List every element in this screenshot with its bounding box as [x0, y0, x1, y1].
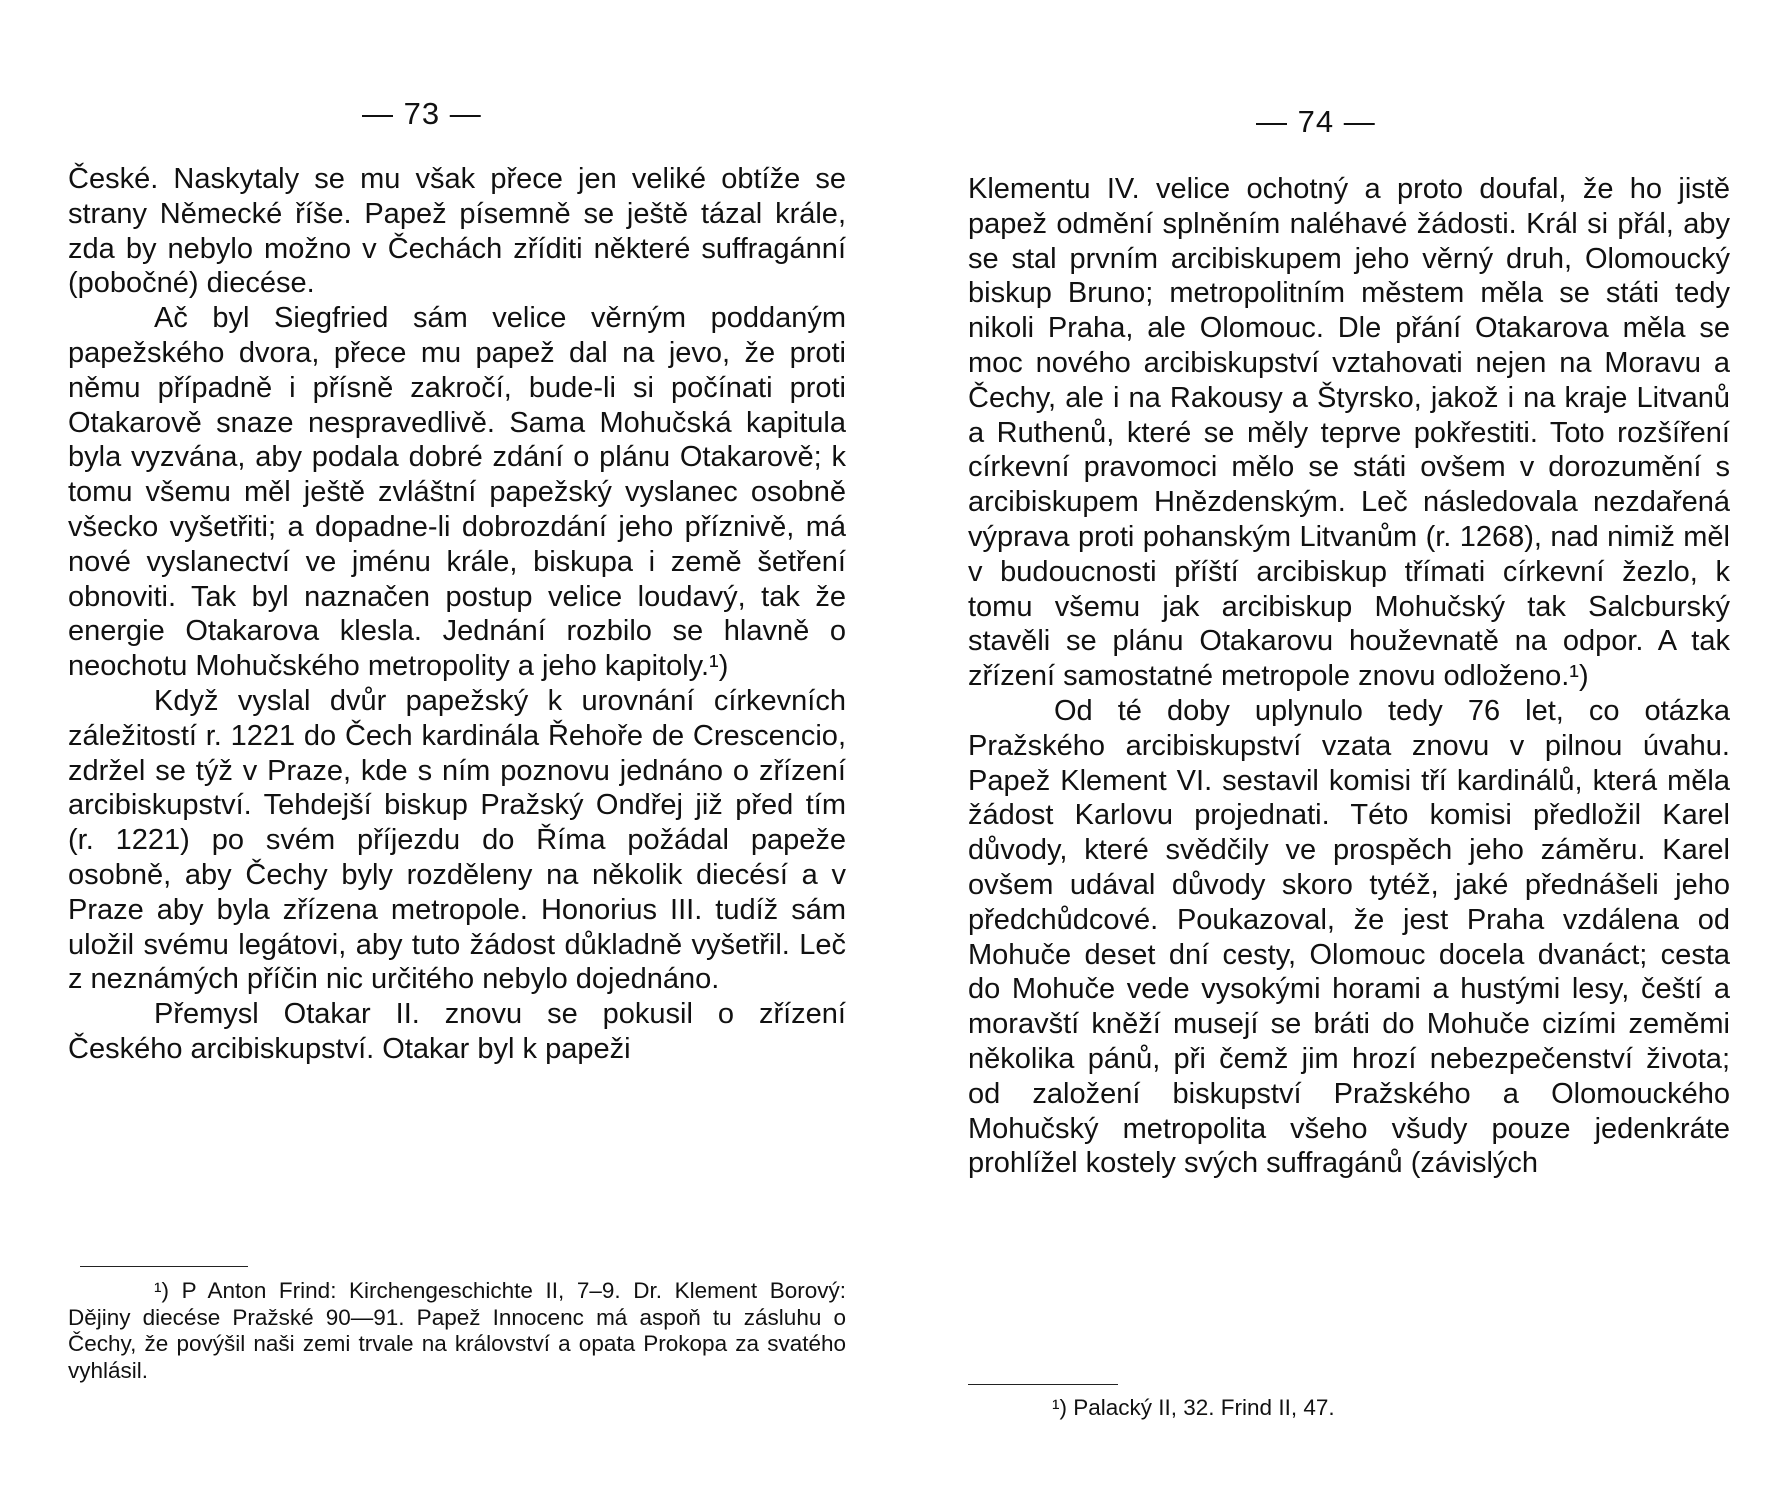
page-number-left: — 73 — [362, 96, 482, 131]
left-page-body [68, 162, 846, 1067]
footnotes-left [68, 1278, 846, 1384]
paragraph: České. Naskytaly se mu však přece jen veliké obtíže se strany Německé říše. Papež písemně se ještě tázal krále, zda by nebylo možno v Čechách zříditi některé suffragánní (pobočné) diecése. [68, 163, 846, 300]
paragraph: Když vyslal dvůr papežský k urovnání církevních záležitostí r. 1221 do Čech kardinála Řehoře de Crescencio, zdržel se týž v Praze, kde s ním poznovu jednáno o zřízení arcibiskupství. Tehdejší biskup Pražský Ondřej již před tím (r. 1221) po svém příjezdu do Říma požádal papeže osobně, aby Čechy byly rozděleny na několik diecésí a v Praze aby byla zřízena metropole. Honorius III. tudíž sám uložil svému legátovi, aby tuto žádost důkladně vyšetřil. Leč z neznámých příčin nic určitého nebylo dojednáno. [68, 684, 846, 996]
footnote: ¹) Palacký II, 32. Frind II, 47. [1052, 1395, 1335, 1420]
footnote-divider [968, 1384, 1118, 1385]
paragraph: Klementu IV. velice ochotný a proto doufal, že ho jistě papež odmění splněním naléhavé žádosti. Král si přál, aby se stal prvním arcibiskupem jeho věrný druh, Olomoucký biskup Bruno; metropolitním městem měla se státi tedy nikoli Praha, ale Olomouc. Dle přání Otakarova měla se moc nového arcibiskupství vztahovati nejen na Moravu a Čechy, ale i na Rakousy a Štyrsko, jakož i na kraje Litvanů a Ruthenů, které se měly teprve pokřestiti. Toto rozšíření církevní pravomoci mělo se státi ovšem v dorozumění s arcibiskupem Hnězdenským. Leč následovala nezdařená výprava proti pohanským Litvanům (r. 1268), nad nimiž měl v budoucnosti příští arcibiskup třímati církevní žezlo, k tomu všemu jak arcibiskup Mohučský tak Salcburský stavěli se plánu Otakarovu houževnatě na odpor. A tak zřízení samostatné metropole znovu odloženo.¹) [968, 173, 1730, 693]
footnotes-right [968, 1395, 1730, 1422]
paragraph: Přemysl Otakar II. znovu se pokusil o zřízení Českého arcibiskupství. Otakar byl k papeži [68, 998, 846, 1065]
footnote-divider [80, 1266, 248, 1267]
paragraph: Od té doby uplynulo tedy 76 let, co otázka Pražského arcibiskupství vzata znovu v pilnou úvahu. Papež Klement VI. sestavil komisi tří kardinálů, která měla žádost Karlovu projednati. Této komisi předložil Karel důvody, které svědčily ve prospěch jeho záměru. Karel ovšem udával důvody skoro tytéž, jaké přednášeli jeho předchůdcové. Poukazoval, že jest Praha vzdálena od Mohuče deset dní cesty, Olomouc docela dvanáct; cesta do Mohuče vede vysokými horami a hustými lesy, čeští a moravští kněží musejí se bráti do Mohuče cizími zeměmi několika pánů, při čemž jim hrozí nebezpečenství života; od založení biskupství Pražského a Olomouckého Mohučský metropolita všeho všudy pouze jedenkráte prohlížel kostely svých suffragánů (závislých [968, 694, 1730, 1180]
right-page-body [968, 172, 1730, 1181]
paragraph: Ač byl Siegfried sám velice věrným poddaným papežského dvora, přece mu papež dal na jevo, že proti němu případně i přísně zakročí, bude-li si počínati proti Otakarově snaze nespravedlivě. Sama Mohučská kapitula byla vyzvána, aby podala dobré zdání o plánu Otakarově; k tomu všemu měl ještě zvláštní papežský vyslanec osobně všecko vyšetřiti; a dopadne-li dobrozdání jeho příznivě, má nové vyslanectví ve jménu krále, biskupa i země šetření obnoviti. Tak byl naznačen postup velice loudavý, tak že energie Otakarova klesla. Jednání rozbilo se hlavně o neochotu Mohučského metropolity a jeho kapitoly.¹) [68, 302, 846, 683]
footnote: ¹) P Anton Frind: Kirchengeschichte II, 7–9. Dr. Klement Borový: Dějiny diecése Pražské 90—91. Papež Innocenc má aspoň tu zásluhu o Čechy, že povýšil naši zemi trvale na království a opata Prokopa za svatého vyhlásil. [68, 1278, 846, 1383]
page-number-right: — 74 — [1256, 104, 1376, 139]
